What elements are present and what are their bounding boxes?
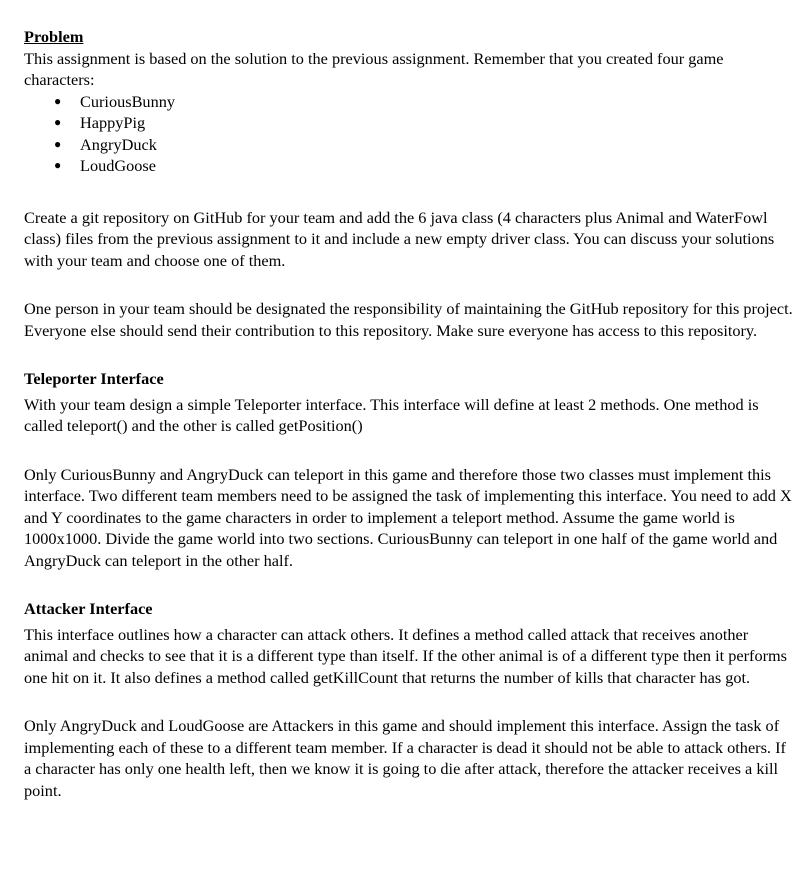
list-item: ● LoudGoose bbox=[80, 155, 794, 177]
list-item: ● CuriousBunny bbox=[80, 91, 794, 113]
teleporter-paragraph-implement: Only CuriousBunny and AngryDuck can teleport in this game and therefore those two classes must implement this interface. Two different team members need to be assigned the task of implementing this interface. You need to add X and Y coordinates to the game characters in order to implement a teleport method. Assume the game world is 1000x1000. Divide the game world into two sections. CuriousBunny can teleport in one half of the game world and AngryDuck can teleport in the other half. bbox=[24, 464, 792, 570]
problem-intro: This assignment is based on the solution to the previous assignment. Remember that you created four game characters: bbox=[24, 48, 724, 89]
problem-paragraph-maintainer: One person in your team should be designated the responsibility of maintaining the GitHub repository for this project. Everyone else should send their contribution to this repository. Make sure everyone has access to this repository. bbox=[24, 299, 793, 340]
list-item: ● HappyPig bbox=[80, 112, 794, 134]
character-list bbox=[24, 91, 794, 177]
attacker-paragraph-outline: This interface outlines how a character can attack others. It defines a method called attack that receives another animal and checks to see that it is a different type than itself. If the other animal is of a different type then it performs one hit on it. It also defines a method called getKillCount that returns the number of kills that character has got. bbox=[24, 624, 788, 687]
attacker-paragraph-implement: Only AngryDuck and LoudGoose are Attackers in this game and should implement this interface. Assign the task of implementing each of these to a different team member. If a character is dead it should not be able to attack others. If a character has only one health left, then we know it is going to die after attack, therefore the attacker receives a kill point. bbox=[24, 716, 786, 800]
document-body bbox=[24, 26, 794, 801]
list-item: ● AngryDuck bbox=[80, 134, 794, 156]
teleporter-heading: Teleporter Interface bbox=[24, 369, 164, 388]
attacker-heading: Attacker Interface bbox=[24, 599, 153, 618]
teleporter-paragraph-design: With your team design a simple Teleporter interface. This interface will define at least 2 methods. One method is called teleport() and the other is called getPosition() bbox=[24, 394, 759, 435]
problem-heading: Problem bbox=[24, 27, 84, 46]
problem-paragraph-repo: Create a git repository on GitHub for your team and add the 6 java class (4 characters plus Animal and WaterFowl class) files from the previous assignment to it and include a new empty driver class. You can discuss your solutions with your team and choose one of them. bbox=[24, 207, 775, 270]
